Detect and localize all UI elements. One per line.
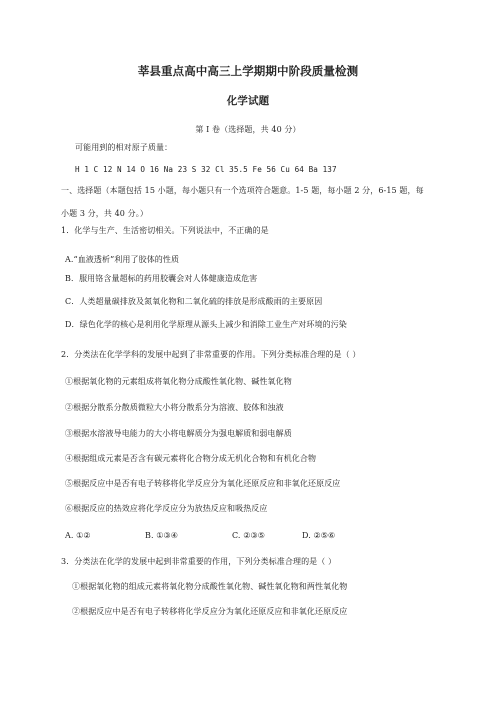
question-3-item-1: ①根据氧化物的组成元素将氧化物分成酸性氧化物、碱性氧化物和两性氧化物 <box>72 582 348 591</box>
atomic-mass-values: H 1 C 12 N 14 O 16 Na 23 S 32 Cl 35.5 Fe 56 Cu 64 Ba 137 <box>75 165 337 174</box>
question-2-option-d: D. ②⑤⑥ <box>302 531 336 540</box>
question-2-option-c: C. ②③⑤ <box>232 531 266 540</box>
question-3-item-2: ②根据反应中是否有电子转移将化学反应分为氧化还原反应和非氧化还原反应 <box>72 607 348 616</box>
question-1-option-b: B．服用铬含量超标的药用胶囊会对人体健康造成危害 <box>65 274 258 283</box>
volume-heading: 第 I 卷（选择题，共 40 分） <box>195 125 301 134</box>
question-3-stem: 3．分类法在化学的发展中起到非常重要的作用，下列分类标准合理的是（ ） <box>61 557 337 566</box>
exam-title: 莘县重点高中高三上学期期中阶段质量检测 <box>137 64 359 78</box>
question-2-item-1: ①根据氧化物的元素组成将氧化物分成酸性氧化物、碱性氧化物 <box>65 377 292 386</box>
question-1-option-c: C．人类超量碳排放及氮氧化物和二氧化硫的排放是形成酸雨的主要原因 <box>65 297 323 306</box>
section-1-instructions-cont: 小题 3 分，共 40 分。） <box>61 209 148 218</box>
question-2-option-b: B. ①③④ <box>145 531 179 540</box>
atomic-mass-label: 可能用到的相对原子质量： <box>75 143 173 152</box>
question-2-item-5: ⑤根据反应中是否有电子转移将化学反应分为氧化还原反应和非氧化还原反应 <box>65 479 341 488</box>
question-1-stem: 1．化学与生产、生活密切相关。下列说法中，不正确的是 <box>61 226 269 235</box>
section-1-instructions: 一、选择题（本题包括 15 小题，每小题只有一个选项符合题意。1-5 题，每小题 2 分，6-15 题，每 <box>61 186 424 195</box>
question-1-option-a: A.“血液透析”利用了胶体的性质 <box>65 255 180 264</box>
question-2-item-4: ④根据组成元素是否含有碳元素将化合物分成无机化合物和有机化合物 <box>65 454 317 463</box>
subject-title: 化学试题 <box>226 95 270 107</box>
question-2-item-2: ②根据分散系分散质微粒大小将分散系分为溶液、胶体和浊液 <box>65 403 284 412</box>
question-2-item-6: ⑥根据反应的热效应将化学反应分为放热反应和吸热反应 <box>65 504 268 513</box>
question-2-option-a: A. ①② <box>65 531 91 540</box>
question-2-stem: 2．分类法在化学学科的发展中起到了非常重要的作用。下列分类标准合理的是（ ） <box>61 350 361 359</box>
question-2-item-3: ③根据水溶液导电能力的大小将电解质分为强电解质和弱电解质 <box>65 429 292 438</box>
question-1-option-d: D．绿色化学的核心是利用化学原理从源头上减少和消除工业生产对环境的污染 <box>65 320 347 329</box>
